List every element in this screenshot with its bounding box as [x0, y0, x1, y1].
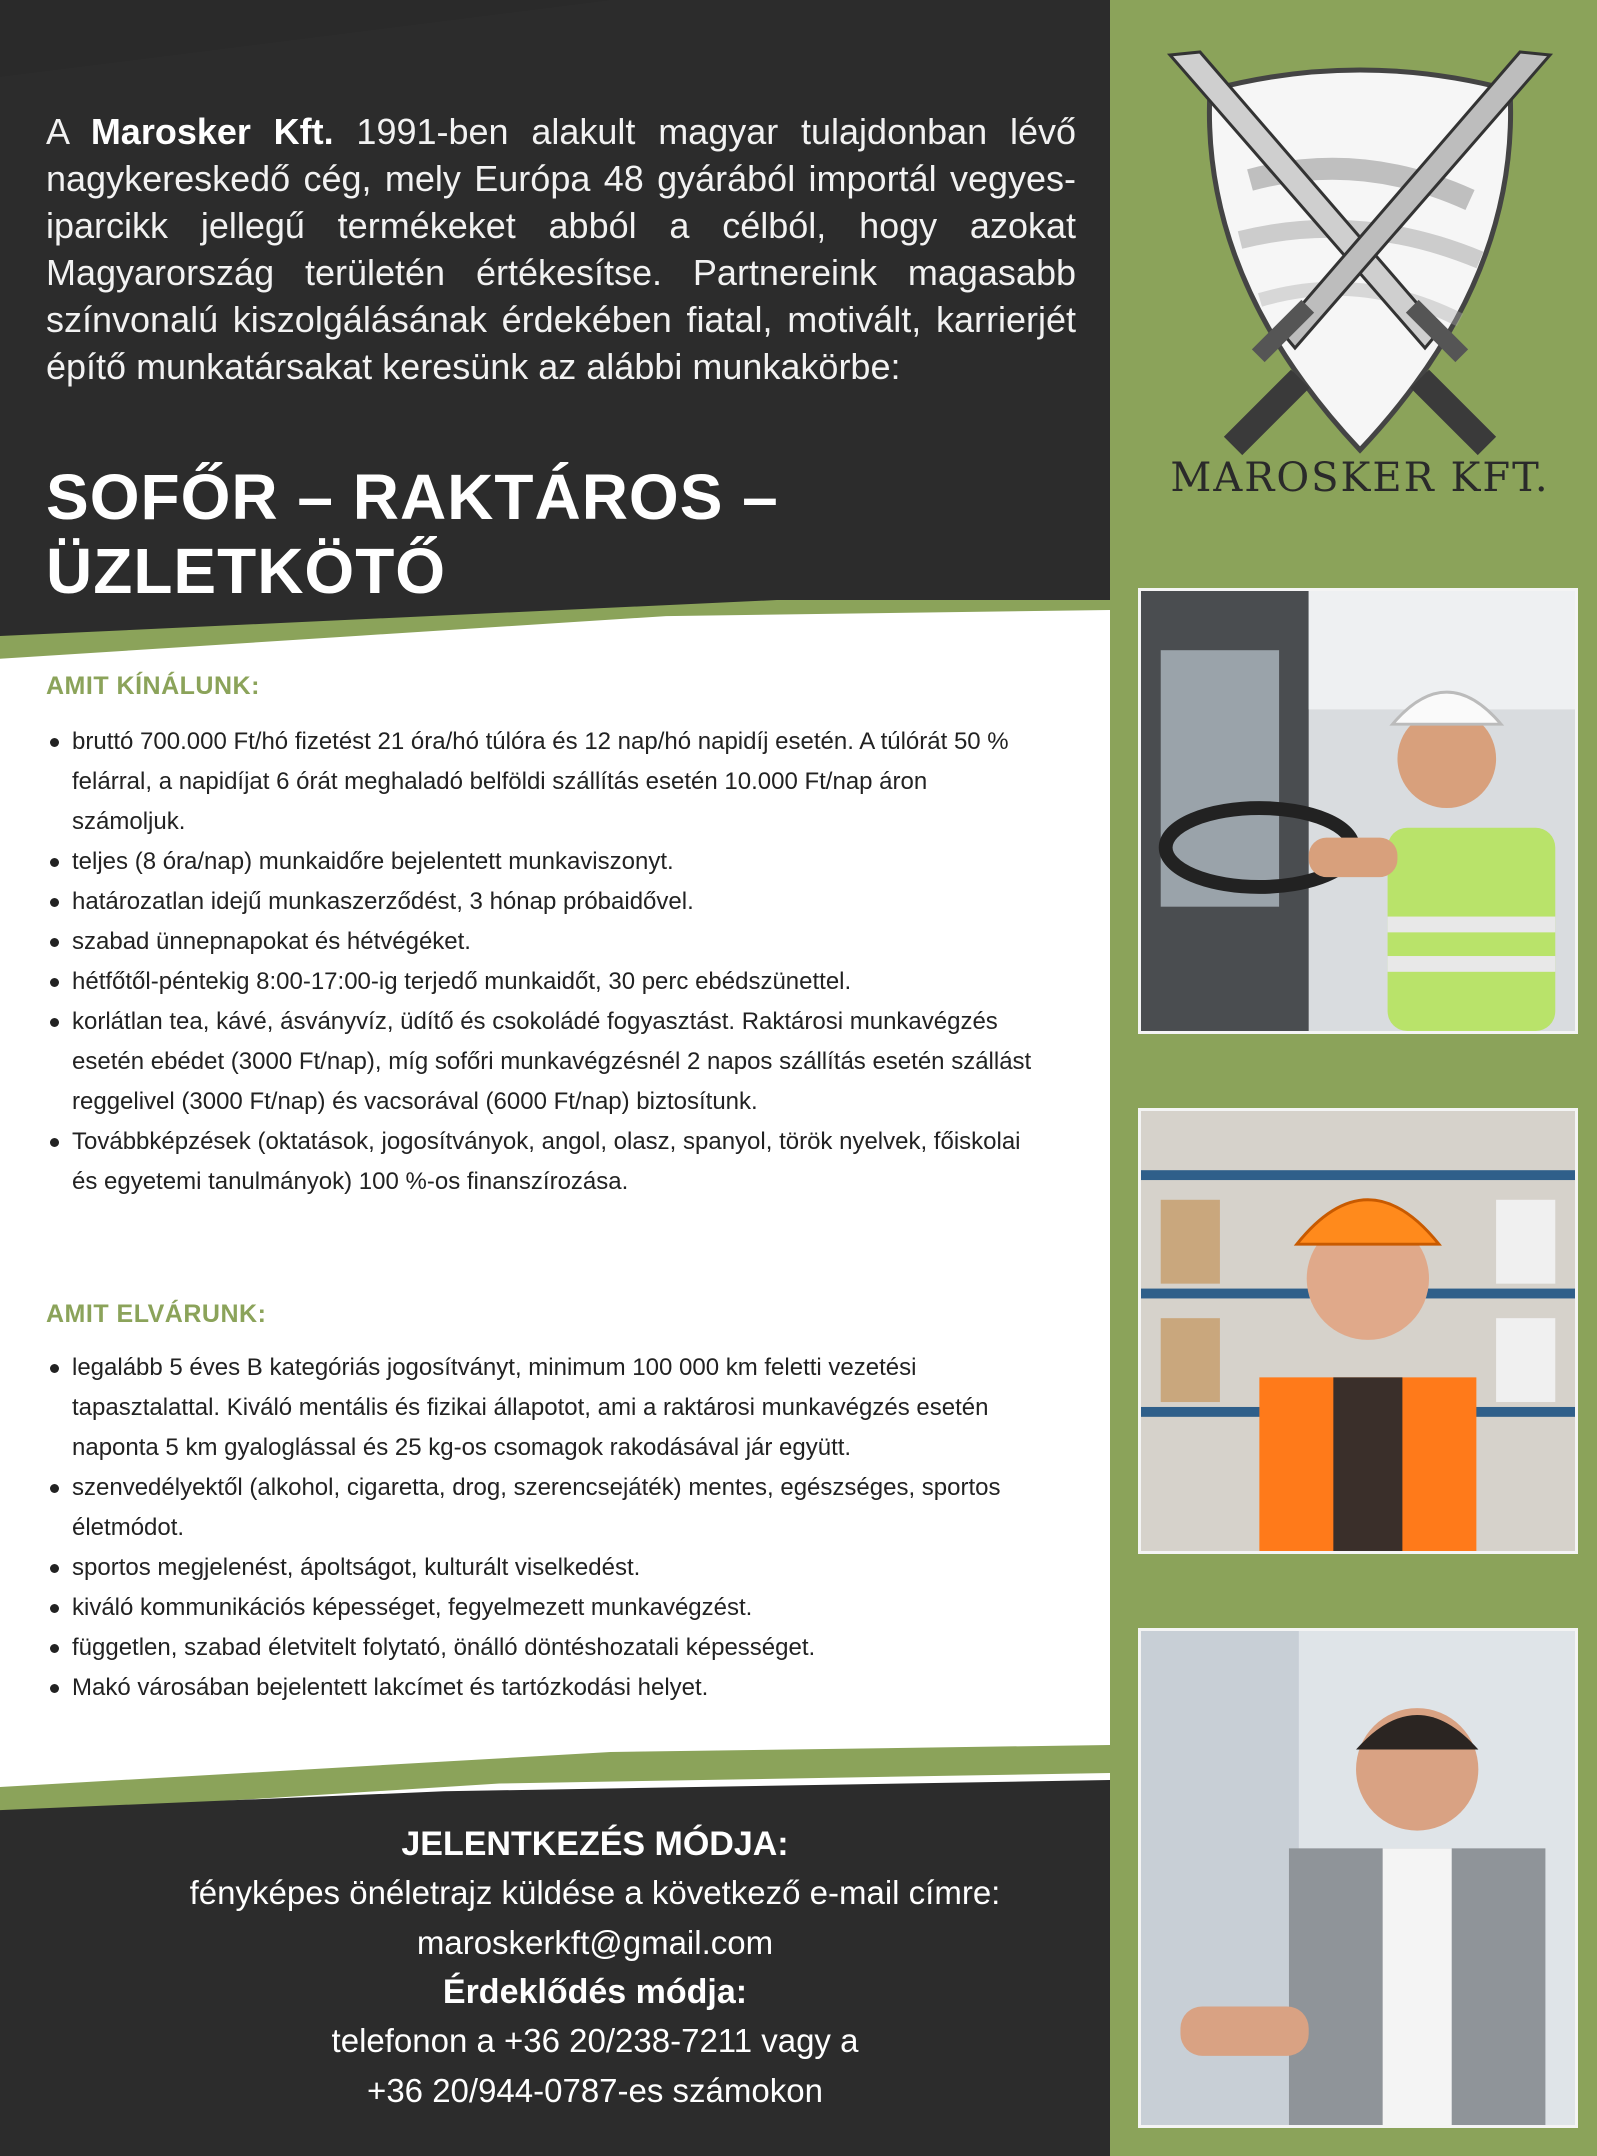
expect-title: AMIT ELVÁRUNK:: [46, 1300, 267, 1328]
list-item: független, szabad életvitelt folytató, önálló döntéshozatali képességet.: [46, 1628, 1046, 1668]
list-item: határozatlan idejű munkaszerződést, 3 hónap próbaidővel.: [46, 882, 1046, 922]
list-item: Továbbképzések (oktatások, jogosítványok, angol, olasz, spanyol, török nyelvek, főiskolai és egyetemi tanulmányok) 100 %-os finanszírozása.: [46, 1122, 1046, 1202]
list-item: teljes (8 óra/nap) munkaidőre bejelentett munkaviszonyt.: [46, 842, 1046, 882]
warehouse-worker-photo: [1138, 1108, 1578, 1554]
offer-title: AMIT KÍNÁLUNK:: [46, 672, 260, 700]
list-item: sportos megjelenést, ápoltságot, kulturált viselkedést.: [46, 1548, 1046, 1588]
list-item: korlátlan tea, kávé, ásványvíz, üdítő és csokoládé fogyasztást. Raktárosi munkavégzés esetén ebédet (3000 Ft/nap), míg sofőri munkavégzésnél 2 napos szállítás esetén szállást reggelivel (3000 Ft/nap) és vacsorával (6000 Ft/nap) biztosítunk.: [46, 1002, 1046, 1122]
driver-photo: [1138, 588, 1578, 1034]
job-headline: SOFŐR – RAKTÁROS – ÜZLETKÖTŐ: [46, 461, 779, 607]
truck-driver-image: [1141, 591, 1575, 1031]
intro-paragraph: A Marosker Kft. 1991-ben alakult magyar tulajdonban lévő nagykereskedő cég, mely Európa 48 gyárából importál vegyes-iparcikk jellegű termékeket abból a célból, hogy azokat Magyarország területén értékesítse. Partnereink magasabb színvonalú kiszolgálásának érdekében fiatal, motivált, karrierjét építő munkatársakat keresünk az alábbi munkakörbe:: [46, 111, 1077, 387]
contact-section: [0, 1820, 1190, 2116]
company-logo: [1140, 30, 1580, 510]
list-item: kiváló kommunikációs képességet, fegyelmezett munkavégzést.: [46, 1588, 1046, 1628]
list-item: legalább 5 éves B kategóriás jogosítványt, minimum 100 000 km feletti vezetési tapasztalattal. Kiváló mentális és fizikai állapotot, ami a raktárosi munkavégzés esetén naponta 5 km gyaloglással és 25 kg-os csomagok rakodásával jár együtt.: [46, 1348, 1046, 1468]
apply-text: fényképes önéletrajz küldése a következő e-mail címre:: [189, 1874, 1001, 1911]
salesman-photo: [1138, 1628, 1578, 2128]
businessman-image: [1141, 1631, 1575, 2125]
inquiry-title: Érdeklődés módja:: [442, 1973, 748, 2011]
logo-text: MAROSKER KFT.: [1170, 455, 1550, 501]
email-link[interactable]: maroskerkft@gmail.com: [416, 1924, 774, 1961]
list-item: hétfőtől-péntekig 8:00-17:00-ig terjedő munkaidőt, 30 perc ebédszünettel.: [46, 962, 1046, 1002]
list-item: bruttó 700.000 Ft/hó fizetést 21 óra/hó túlóra és 12 nap/hó napidíj esetén. A túlórát 50 % felárral, a napidíjat 6 órát meghaladó belföldi szállítás esetén 10.000 Ft/nap áron számoljuk.: [46, 722, 1046, 842]
offer-list: [46, 722, 1046, 1202]
phone-line: +36 20/944-0787-es számokon: [367, 2072, 823, 2109]
phone-line: telefonon a +36 20/238-7211 vagy a: [331, 2022, 859, 2059]
expect-list: [46, 1348, 1046, 1708]
list-item: szenvedélyektől (alkohol, cigaretta, drog, szerencsejáték) mentes, egészséges, sportos életmódot.: [46, 1468, 1046, 1548]
list-item: Makó városában bejelentett lakcímet és tartózkodási helyet.: [46, 1668, 1046, 1708]
warehouse-worker-image: [1141, 1111, 1575, 1551]
company-name: Marosker Kft.: [90, 111, 334, 152]
apply-title: JELENTKEZÉS MÓDJA:: [401, 1825, 789, 1863]
crossed-swords-shield-icon: [1140, 30, 1580, 510]
list-item: szabad ünnepnapokat és hétvégéket.: [46, 922, 1046, 962]
